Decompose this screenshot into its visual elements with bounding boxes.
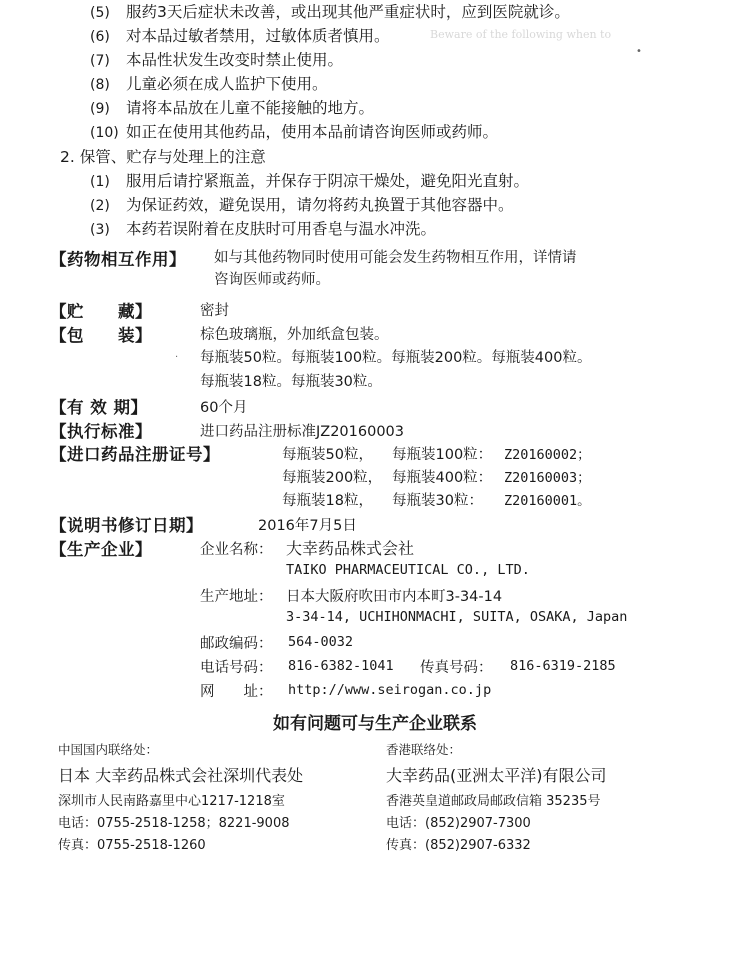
standard-label: 【执行标准】: [50, 422, 152, 441]
interaction-text-line1: 如与其他药物同时使用可能会发生药物相互作用，详情请: [214, 250, 577, 266]
manufacturer-name-cn: 大幸药品株式会社: [286, 539, 415, 558]
address-en: 3-34-14, UCHIHONMACHI, SUITA, OSAKA, Japan: [286, 609, 628, 625]
registration-label: 【进口药品注册证号】: [50, 445, 220, 464]
zip-label: 邮政编码：: [200, 636, 273, 652]
storage-item: (2) 为保证药效，避免误用，请勿将药丸换置于其他容器中。: [90, 196, 514, 214]
china-contact-tel: 电话：0755-2518-1258；8221-9008: [58, 816, 290, 831]
storage-section-title: 2. 保管、贮存与处理上的注意: [60, 148, 266, 166]
hk-contact-fax: 传真：(852)2907-6332: [386, 838, 531, 853]
manufacturer-label: 【生产企业】: [50, 540, 152, 559]
storage-label: 【贮 藏】: [50, 302, 152, 321]
hk-contact-address: 香港英皇道邮政局邮政信箱 35235号: [386, 794, 601, 809]
warning-item: (8) 儿童必须在成人监护下使用。: [90, 75, 328, 93]
china-contact-fax: 传真：0755-2518-1260: [58, 838, 206, 853]
storage-value: 密封: [200, 303, 229, 319]
warning-item: (6) 对本品过敏者禁用，过敏体质者慎用。: [90, 27, 390, 45]
interaction-label: 【药物相互作用】: [50, 250, 186, 269]
hk-contact-name: 大幸药品(亚洲太平洋)有限公司: [386, 766, 607, 785]
warning-item: (10) 如正在使用其他药品，使用本品前请咨询医师或药师。: [90, 123, 499, 141]
ink-dot: ·: [175, 352, 179, 363]
fax-value: 816-6319-2185: [510, 658, 616, 674]
package-line1: 棕色玻璃瓶，外加纸盒包装。: [200, 327, 389, 343]
website-label: 网 址：: [200, 684, 273, 700]
tel-value: 816-6382-1041: [288, 658, 394, 674]
hk-contact-tel: 电话：(852)2907-7300: [386, 816, 531, 831]
show-through-text: Beware of the following when to: [430, 28, 612, 41]
address-cn: 日本大阪府吹田市内本町3-34-14: [286, 589, 503, 605]
standard-value: 进口药品注册标准JZ20160003: [200, 424, 405, 440]
interaction-text-line2: 咨询医师或药师。: [214, 272, 330, 288]
contact-title: 如有问题可与生产企业联系: [273, 714, 477, 734]
china-contact-name: 日本 大幸药品株式会社深圳代表处: [58, 766, 304, 785]
china-contact-address: 深圳市人民南路嘉里中心1217-1218室: [58, 794, 285, 809]
package-line2: 每瓶装50粒。每瓶装100粒。每瓶装200粒。每瓶装400粒。: [200, 350, 592, 366]
registration-row: 每瓶装18粒， 每瓶装30粒： Z20160001。: [282, 493, 591, 509]
validity-value: 60个月: [200, 400, 248, 416]
tel-label: 电话号码：: [200, 660, 273, 676]
warning-item: (9) 请将本品放在儿童不能接触的地方。: [90, 99, 375, 117]
revision-value: 2016年7月5日: [258, 518, 357, 534]
revision-label: 【说明书修订日期】: [50, 516, 203, 535]
storage-item: (1) 服用后请拧紧瓶盖，并保存于阴凉干燥处，避免阳光直射。: [90, 172, 530, 190]
manufacturer-name-label: 企业名称：: [200, 542, 273, 558]
warning-item: (5) 服药3天后症状未改善，或出现其他严重症状时，应到医院就诊。: [90, 3, 570, 21]
manufacturer-name-en: TAIKO PHARMACEUTICAL CO., LTD.: [286, 562, 530, 578]
hk-contact-label: 香港联络处：: [386, 742, 462, 757]
ink-dot: •: [636, 46, 642, 57]
package-label: 【包 装】: [50, 326, 152, 345]
validity-label: 【有 效 期】: [50, 398, 148, 417]
registration-row: 每瓶装200粒， 每瓶装400粒： Z20160003；: [282, 470, 591, 486]
website-link[interactable]: http://www.seirogan.co.jp: [288, 682, 492, 698]
fax-label: 传真号码：: [420, 660, 493, 676]
zip-value: 564-0032: [288, 634, 354, 650]
registration-row: 每瓶装50粒， 每瓶装100粒： Z20160002；: [282, 447, 591, 463]
china-contact-label: 中国国内联络处：: [58, 742, 159, 757]
storage-item: (3) 本药若误附着在皮肤时可用香皂与温水冲洗。: [90, 220, 437, 238]
address-label: 生产地址：: [200, 589, 273, 605]
package-line3: 每瓶装18粒。每瓶装30粒。: [200, 374, 382, 390]
warning-item: (7) 本品性状发生改变时禁止使用。: [90, 51, 344, 69]
